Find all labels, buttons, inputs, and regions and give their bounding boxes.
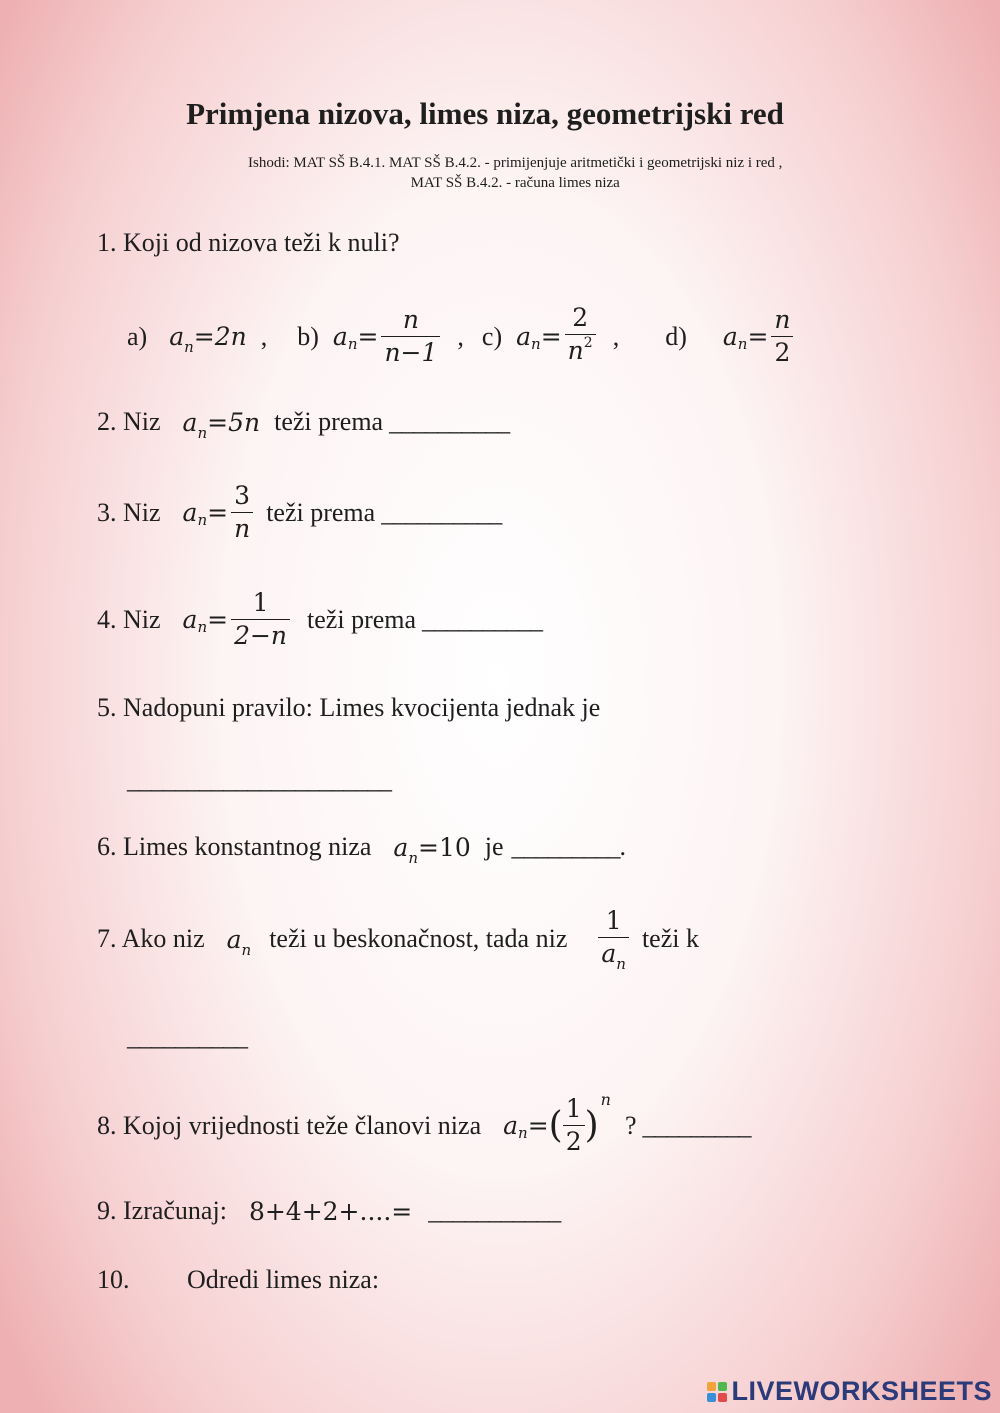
answer-blank-2[interactable]: __________ xyxy=(389,407,510,436)
question-7: 7. Ako niz $a_n$ teži u beskonačnost, tada niz $\frac{1}{a_n}$ teži k xyxy=(97,906,699,973)
question-10-number: 10. xyxy=(97,1265,130,1294)
learning-outcomes xyxy=(248,153,782,193)
answer-blank-5[interactable]: ______________________ xyxy=(127,765,391,794)
option-b-formula[interactable]: a n = $\frac{n}{n-1}$ xyxy=(333,304,444,369)
logo-square-1 xyxy=(707,1382,716,1391)
logo-square-4 xyxy=(718,1393,727,1402)
answer-blank-7[interactable]: __________ xyxy=(127,1022,247,1051)
answer-blank-8[interactable]: _________ xyxy=(642,1110,751,1140)
answer-blank-6[interactable]: _________. xyxy=(511,832,626,861)
answer-blank-4[interactable]: __________ xyxy=(422,604,543,634)
answer-blank-3[interactable]: __________ xyxy=(381,497,502,527)
question-2: 2. Niz $a_n=5n$ teži prema __________ xyxy=(97,407,510,442)
question-9: 9. Izračunaj: 8+4+2+....= ___________ xyxy=(97,1196,561,1226)
question-8: 8. Kojoj vrijednosti teže članovi niza a n = ( $\frac{1}{2}$ ) n ? _________ xyxy=(97,1090,751,1156)
outcomes-line-2: MAT SŠ B.4.2. - računa limes niza xyxy=(410,175,620,191)
question-5: 5. Nadopuni pravilo: Limes kvocijenta jednak je xyxy=(97,693,601,722)
question-4: 4. Niz a n = $\frac{1}{2-n}$ teži prema __________ xyxy=(97,588,543,650)
option-c-formula[interactable]: a n = $\frac{2}{n^2}$ xyxy=(516,302,599,371)
outcomes-line-1: Ishodi: MAT SŠ B.4.1. MAT SŠ B.4.2. - primijenjuje aritmetički i geometrijski niz i red , xyxy=(248,155,783,171)
option-d-label: d) xyxy=(665,321,687,351)
logo-square-3 xyxy=(707,1393,716,1402)
page-title: Primjena nizova, limes niza, geometrijski red xyxy=(186,96,784,131)
logo-square-2 xyxy=(718,1382,727,1391)
question-3: 3. Niz a n = $\frac{3}{n}$ teži prema __________ xyxy=(97,481,502,543)
question-1: 1. Koji od nizova teži k nuli? xyxy=(97,228,400,257)
logo-text: LIVEWORKSHEETS xyxy=(731,1376,992,1406)
answer-blank-9[interactable]: ___________ xyxy=(428,1196,561,1225)
question-6: 6. Limes konstantnog niza $a_n=10$ je _________. xyxy=(97,832,626,867)
option-c-label: c) xyxy=(481,321,503,351)
option-a-label: a) xyxy=(127,321,148,351)
option-d-formula[interactable]: a n = $\frac{n}{2}$ xyxy=(723,304,797,369)
option-a-formula[interactable]: $a_n=2n$ xyxy=(169,322,247,356)
question-10: Odredi limes niza: xyxy=(187,1265,380,1294)
option-b-label: b) xyxy=(297,321,319,351)
liveworksheets-logo[interactable] xyxy=(707,1376,992,1407)
logo-icon xyxy=(707,1382,727,1402)
question-1-options: a) $a_n=2n$ , b) a n = $\frac{n}{n-1}$ , c) a n = $\frac{2}{n^2}$ , d) a n = $\frac{n}{2}$ xyxy=(127,302,797,371)
